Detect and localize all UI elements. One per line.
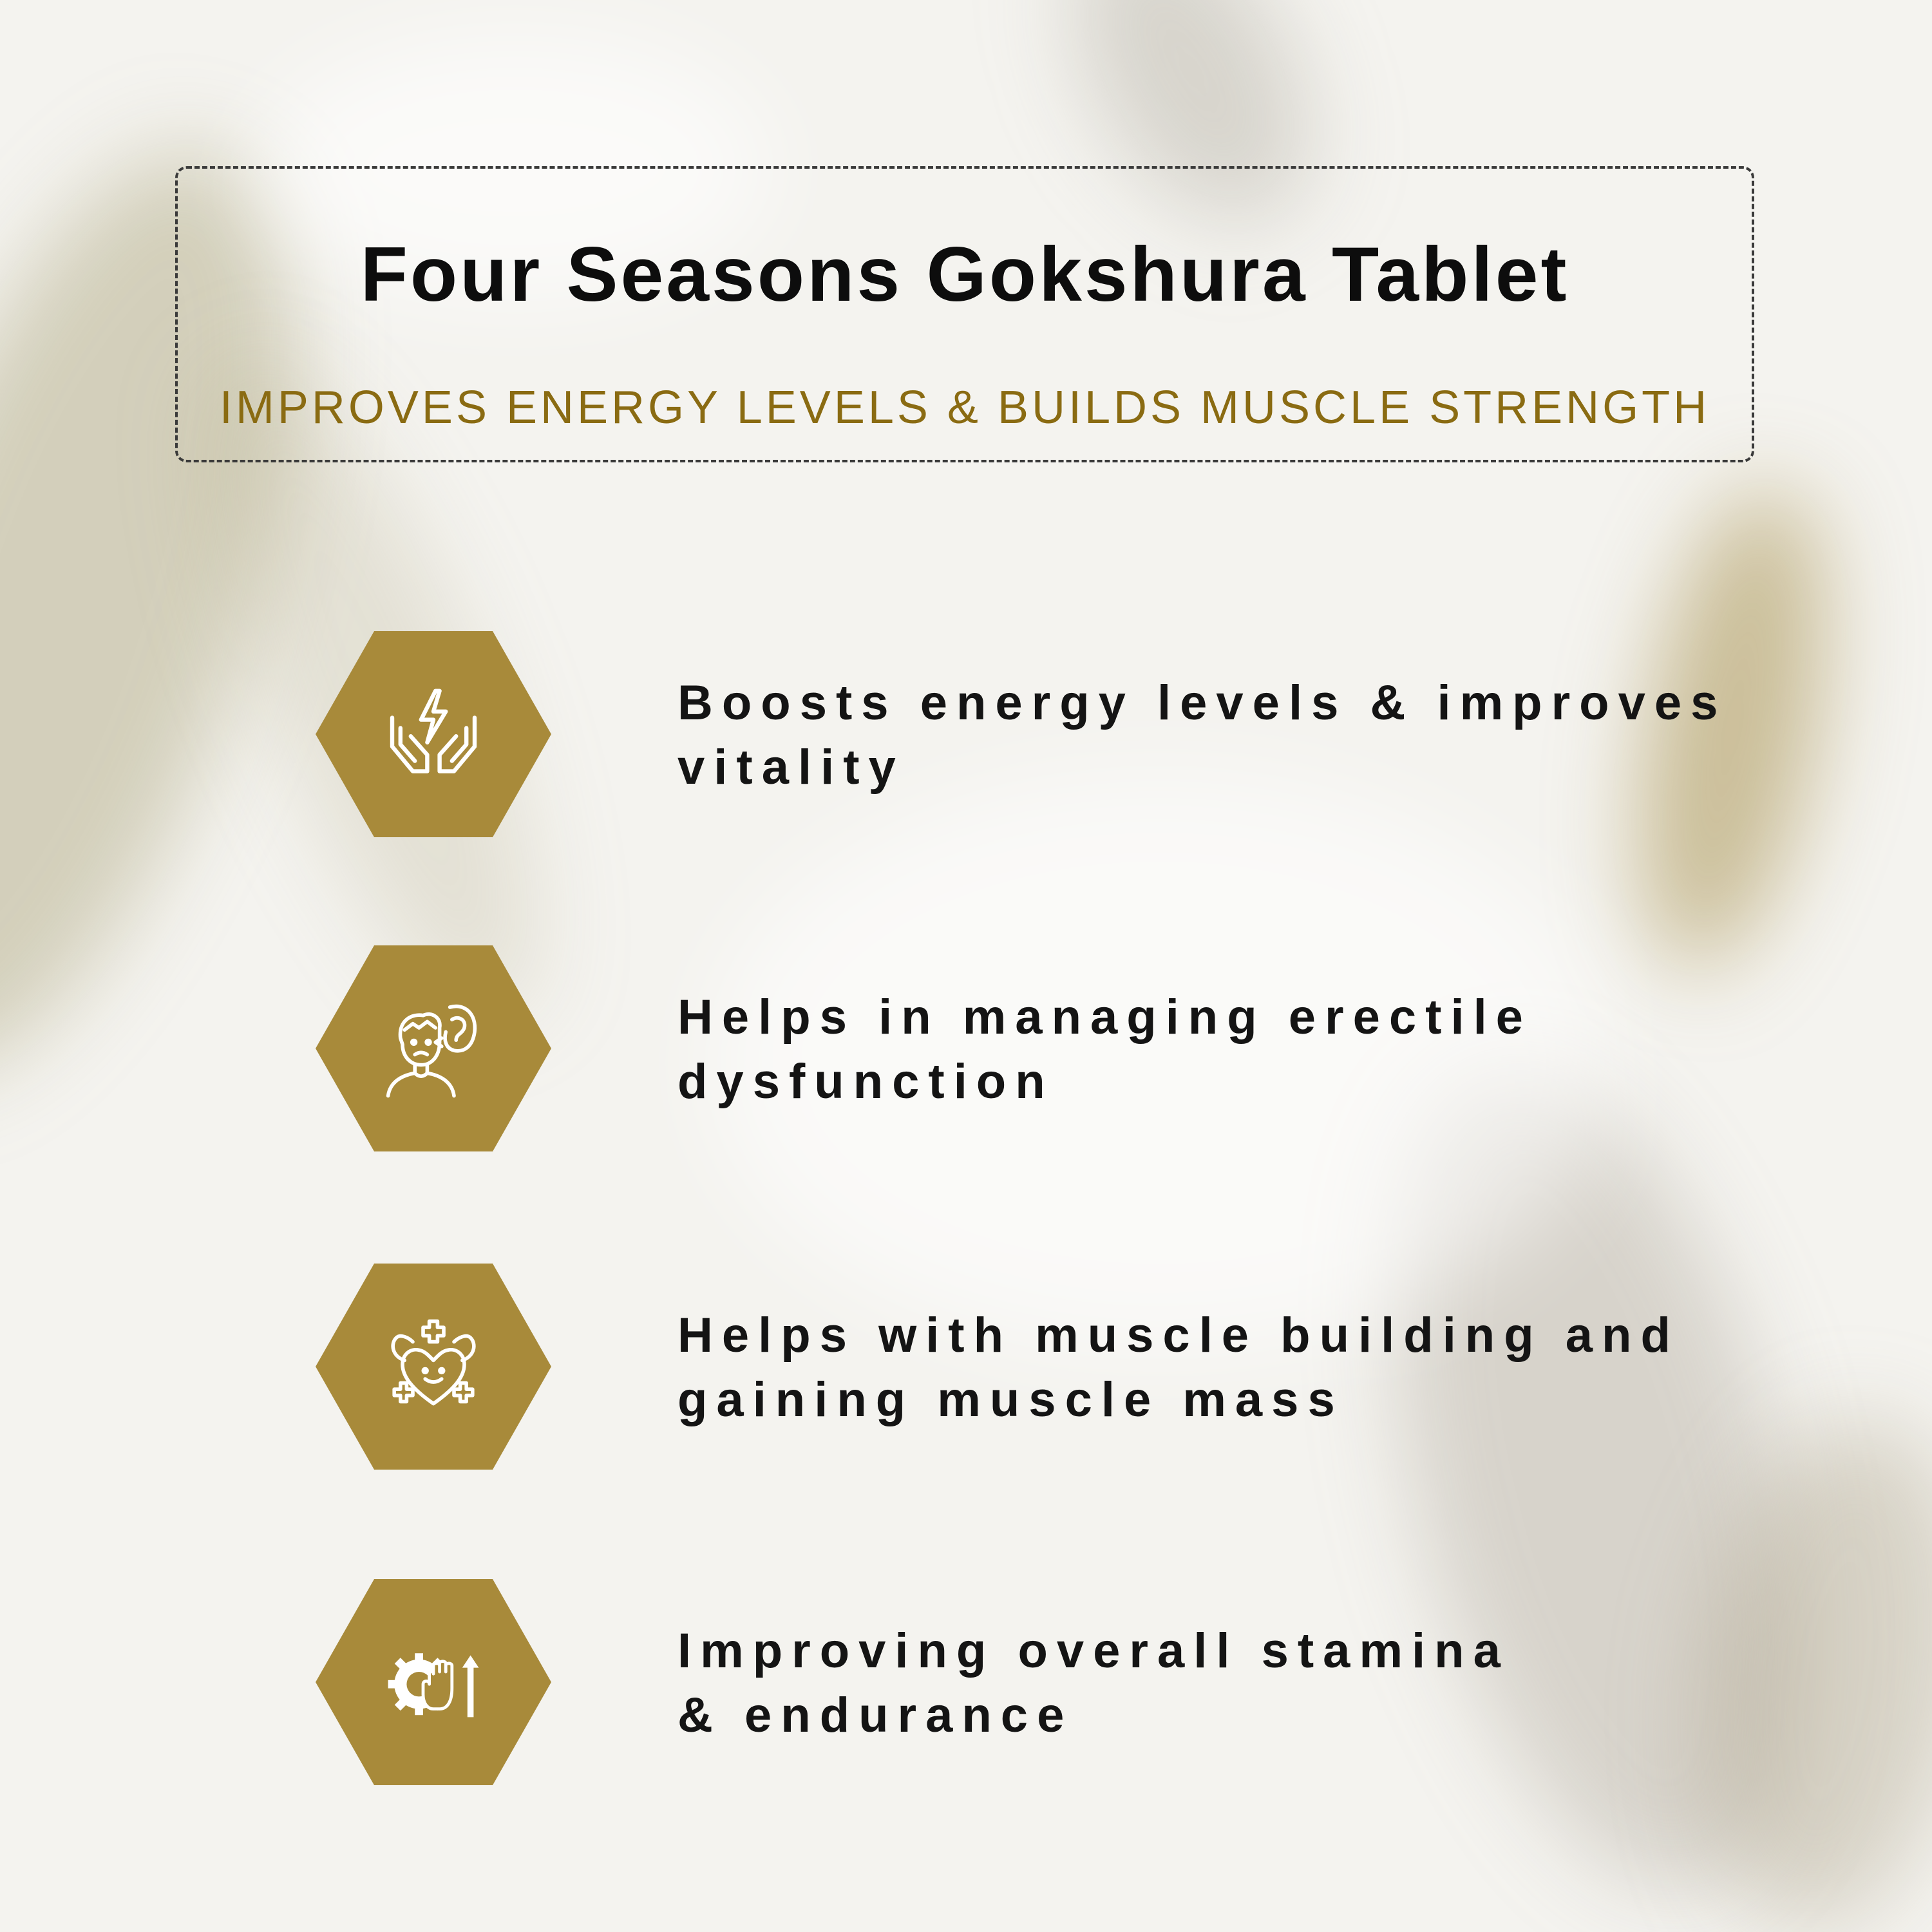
man-ear-icon bbox=[382, 997, 485, 1100]
benefit-item-muscle bbox=[0, 1264, 1932, 1470]
energy-hands-icon bbox=[382, 683, 485, 786]
benefit-line-2: & endurance bbox=[677, 1688, 1074, 1743]
benefit-line-1: Helps in managing erectile bbox=[677, 990, 1532, 1045]
hexagon-badge bbox=[316, 1579, 551, 1785]
benefit-text bbox=[677, 671, 1772, 800]
hexagon-badge bbox=[316, 945, 551, 1151]
benefit-line-2: dysfunction bbox=[677, 1054, 1054, 1109]
page-subtitle: IMPROVES ENERGY LEVELS & BUILDS MUSCLE STRENGTH bbox=[219, 382, 1710, 433]
title-box bbox=[175, 166, 1754, 462]
benefit-line-2: gaining muscle mass bbox=[677, 1372, 1344, 1427]
benefit-line-1: Boosts energy levels & improves bbox=[677, 676, 1727, 730]
benefit-item-erectile bbox=[0, 945, 1932, 1151]
benefit-line-2: vitality bbox=[677, 740, 905, 795]
benefit-item-energy bbox=[0, 631, 1932, 837]
hexagon-badge bbox=[316, 1264, 551, 1470]
gear-fist-arrow-icon bbox=[382, 1631, 485, 1734]
benefit-text bbox=[677, 1303, 1772, 1432]
page-title: Four Seasons Gokshura Tablet bbox=[360, 231, 1569, 317]
muscle-heart-icon bbox=[382, 1315, 485, 1418]
benefit-text bbox=[677, 985, 1772, 1114]
benefit-line-1: Helps with muscle building and bbox=[677, 1308, 1680, 1363]
benefit-text bbox=[677, 1619, 1772, 1748]
benefit-item-stamina bbox=[0, 1579, 1932, 1785]
benefit-line-1: Improving overall stamina bbox=[677, 1624, 1510, 1678]
hexagon-badge bbox=[316, 631, 551, 837]
